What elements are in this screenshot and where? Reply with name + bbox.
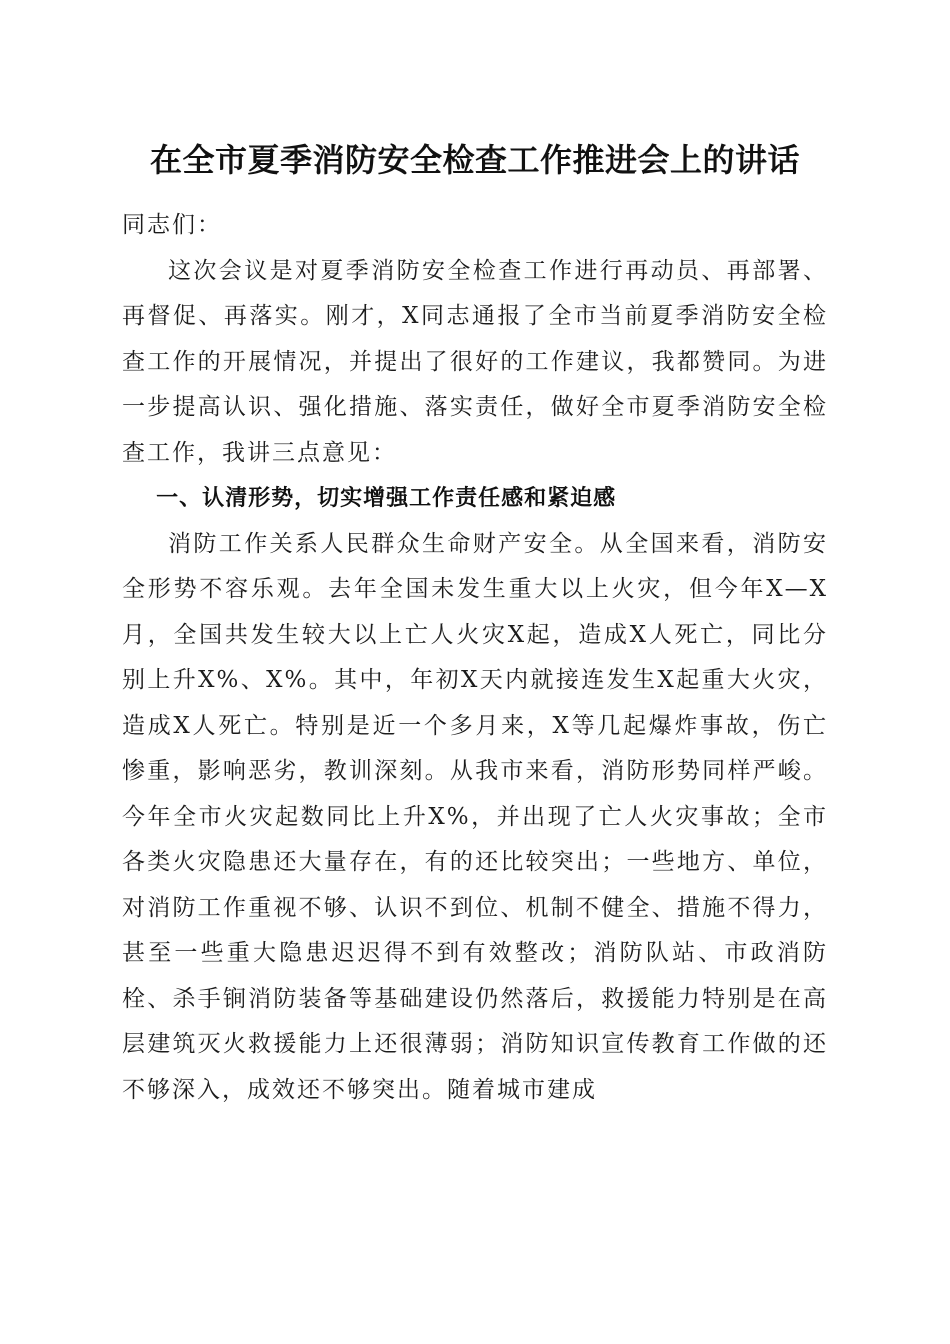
section-1-paragraph: 消防工作关系人民群众生命财产安全。从全国来看，消防安全形势不容乐观。去年全国未发生重大以上火灾，但今年X—X月，全国共发生较大以上亡人火灾X起，造成X人死亡，同比分别上升X%、X%。其中，年初X天内就接连发生X起重大火灾，造成X人死亡。特别是近一个多月来，X等几起爆炸事故，伤亡惨重，影响恶劣，教训深刻。从我市来看，消防形势同样严峻。今年全市火灾起数同比上升X%，并出现了亡人火灾事故；全市各类火灾隐患还大量存在，有的还比较突出；一些地方、单位，对消防工作重视不够、认识不到位、机制不健全、措施不得力，甚至一些重大隐患迟迟得不到有效整改；消防队站、市政消防栓、杀手锏消防装备等基础建设仍然落后，救援能力特别是在高层建筑灭火救援能力上还很薄弱；消防知识宣传教育工作做的还不够深入，成效还不够突出。随着城市建成: [122, 530, 828, 1103]
salutation: 同志们：: [122, 212, 222, 238]
section-heading-1: 一、认清形势，切实增强工作责任感和紧迫感: [156, 486, 617, 511]
document-title: 在全市夏季消防安全检查工作推进会上的讲话: [149, 141, 800, 179]
document-body: [122, 203, 828, 1113]
intro-paragraph: 这次会议是对夏季消防安全检查工作进行再动员、再部署、再督促、再落实。刚才，X同志通报了全市当前夏季消防安全检查工作的开展情况，并提出了很好的工作建议，我都赞同。为进一步提高认识、强化措施、落实责任，做好全市夏季消防安全检查工作，我讲三点意见：: [122, 257, 828, 466]
